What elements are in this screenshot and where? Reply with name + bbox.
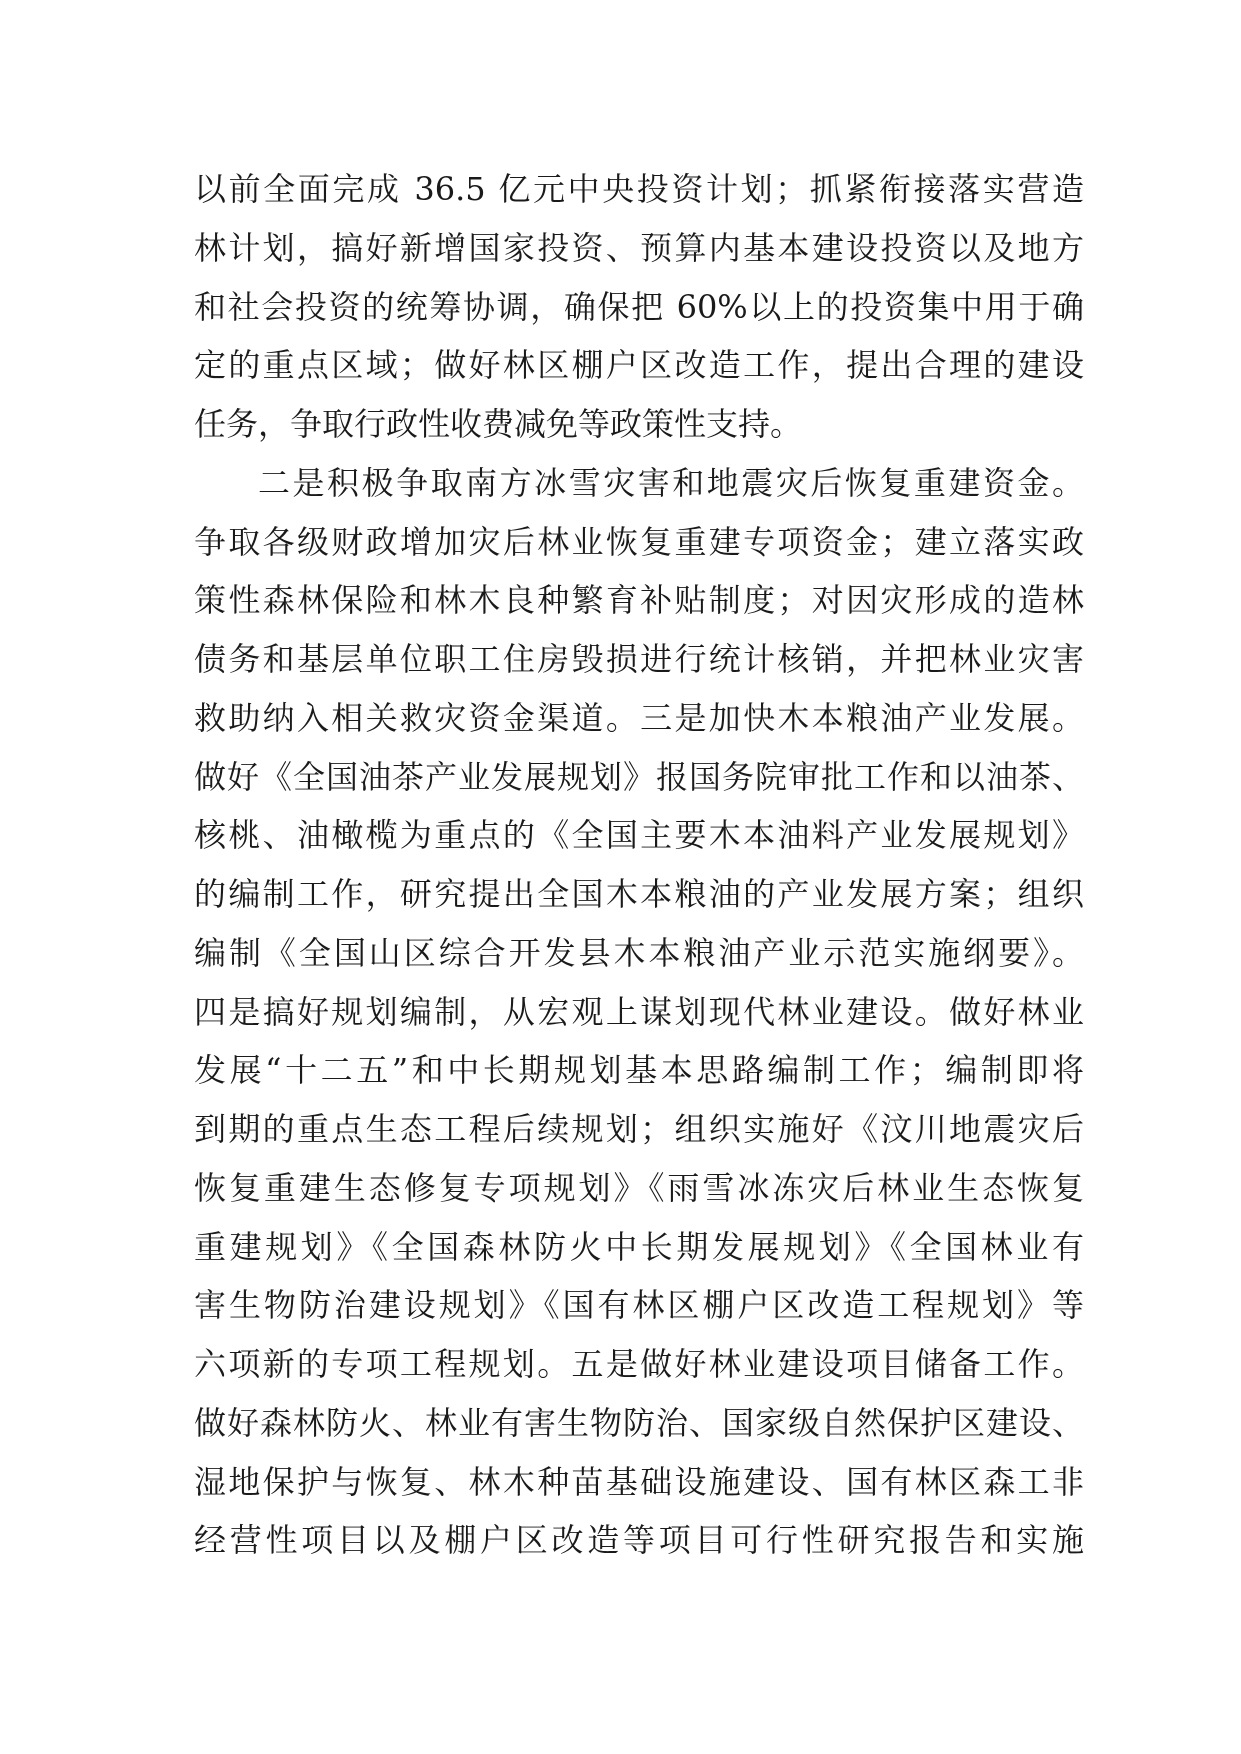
text-line: 和社会投资的统筹协调，确保把 60%以上的投资集中用于确 bbox=[194, 287, 1084, 326]
text-line: 定的重点区域；做好林区棚户区改造工作，提出合理的建设 bbox=[194, 346, 1084, 385]
body-text bbox=[194, 160, 1084, 1570]
text-line: 债务和基层单位职工住房毁损进行统计核销，并把林业灾害 bbox=[194, 640, 1084, 678]
text-line: 任务，争取行政性收费减免等政策性支持。 bbox=[194, 405, 803, 443]
text-line: 六项新的专项工程规划。五是做好林业建设项目储备工作。 bbox=[194, 1345, 1084, 1383]
text-line: 做好森林防火、林业有害生物防治、国家级自然保护区建设、 bbox=[194, 1403, 1084, 1442]
text-line: 重建规划》《全国森林防火中长期发展规划》《全国林业有 bbox=[194, 1227, 1084, 1266]
text-line: 湿地保护与恢复、林木种苗基础设施建设、国有林区森工非 bbox=[194, 1462, 1084, 1501]
text-line: 害生物防治建设规划》《国有林区棚户区改造工程规划》等 bbox=[194, 1286, 1084, 1325]
text-line: 策性森林保险和林木良种繁育补贴制度；对因灾形成的造林 bbox=[194, 581, 1084, 620]
text-line: 以前全面完成 36.5 亿元中央投资计划；抓紧衔接落实营造 bbox=[194, 170, 1084, 208]
text-line: 四是搞好规划编制，从宏观上谋划现代林业建设。做好林业 bbox=[194, 992, 1084, 1031]
text-line: 恢复重建生态修复专项规划》《雨雪冰冻灾后林业生态恢复 bbox=[194, 1168, 1084, 1207]
paragraph-first-line: 二是积极争取南方冰雪灾害和地震灾后恢复重建资金。 bbox=[258, 463, 1084, 502]
text-line: 到期的重点生态工程后续规划；组织实施好《汶川地震灾后 bbox=[194, 1110, 1084, 1148]
text-line: 编制《全国山区综合开发县木本粮油产业示范实施纲要》。 bbox=[194, 933, 1084, 972]
text-line: 做好《全国油茶产业发展规划》报国务院审批工作和以油茶、 bbox=[194, 757, 1084, 796]
text-line: 的编制工作，研究提出全国木本粮油的产业发展方案；组织 bbox=[194, 875, 1084, 913]
text-line: 林计划，搞好新增国家投资、预算内基本建设投资以及地方 bbox=[194, 228, 1084, 267]
text-line: 发展“十二五”和中长期规划基本思路编制工作；编制即将 bbox=[194, 1051, 1084, 1090]
text-line: 争取各级财政增加灾后林业恢复重建专项资金；建立落实政 bbox=[194, 522, 1084, 561]
text-line: 经营性项目以及棚户区改造等项目可行性研究报告和实施 bbox=[194, 1521, 1084, 1560]
text-line: 核桃、油橄榄为重点的《全国主要木本油料产业发展规划》 bbox=[194, 816, 1084, 855]
text-line: 救助纳入相关救灾资金渠道。三是加快木本粮油产业发展。 bbox=[194, 698, 1084, 737]
